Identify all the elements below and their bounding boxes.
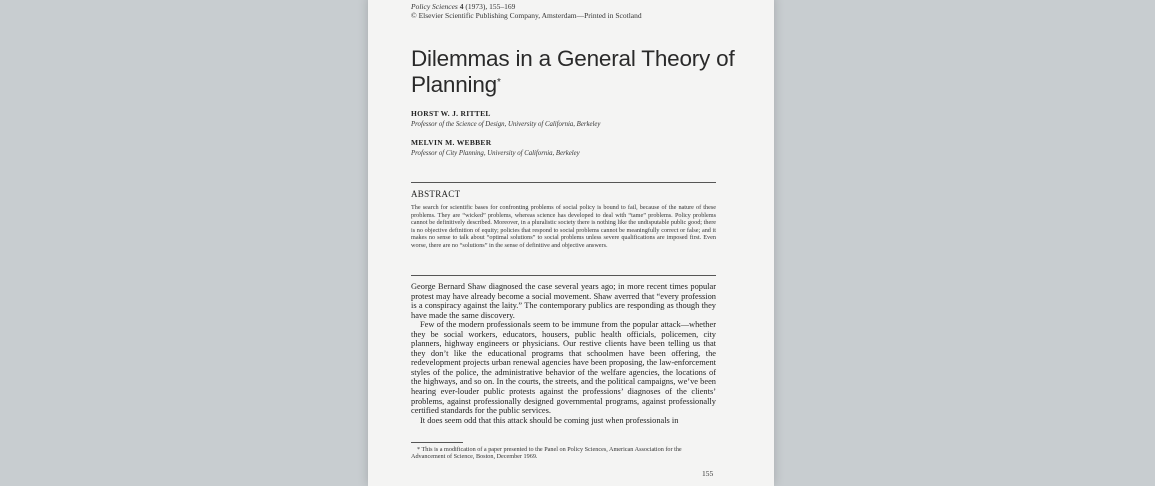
author-affiliation: Professor of the Science of Design, University of California, Berkeley bbox=[411, 121, 601, 128]
abstract-bottom-rule bbox=[411, 275, 716, 276]
page-number: 155 bbox=[702, 469, 714, 478]
author-affiliation: Professor of City Planning, University of California, Berkeley bbox=[411, 150, 580, 157]
body-paragraph: George Bernard Shaw diagnosed the case several years ago; in more recent times popular protest may have already become a social movement. Shaw averred that “every profession is a conspiracy against the laity.” The contemporary publics are responding as though they have made the same discovery. bbox=[411, 282, 716, 320]
abstract-top-rule bbox=[411, 182, 716, 183]
body-paragraph: It does seem odd that this attack should be coming just when professionals in bbox=[420, 415, 679, 425]
paper-title bbox=[411, 46, 741, 98]
abstract-heading: ABSTRACT bbox=[411, 189, 461, 199]
footnote: * This is a modification of a paper presented to the Panel on Policy Sciences, American Association for the Advancement of Science, Boston, December 1969. bbox=[411, 446, 682, 461]
author-name: MELVIN M. WEBBER bbox=[411, 138, 492, 147]
journal-name: Policy Sciences bbox=[411, 2, 458, 11]
abstract-text: The search for scientific bases for confronting problems of social policy is bound to fail, because of the nature of these problems. They are “wicked” problems, whereas science has developed to deal with “tame” problems. Policy problems cannot be definitively described. Moreover, in a pluralistic society there is nothing like the undisputable public good; there is no objective definition of equity; policies that respond to social problems cannot be meaningfully correct or false; and it makes no sense to talk about “optimal solutions” to social problems unless severe qualifications are imposed first. Even worse, there are no “solutions” in the sense of definitive and objective answers. bbox=[411, 204, 716, 249]
title-text: Dilemmas in a General Theory of Planning bbox=[411, 46, 735, 97]
copyright-line: © Elsevier Scientific Publishing Company, Amsterdam—Printed in Scotland bbox=[411, 11, 642, 20]
author-name: HORST W. J. RITTEL bbox=[411, 109, 491, 118]
journal-pages: (1973), 155–169 bbox=[465, 2, 516, 11]
body-paragraph: Few of the modern professionals seem to be immune from the popular attack—whether they be social workers, educators, housers, public health officials, policemen, city planners, highway engineers or physicians. Our restive clients have been telling us that they don’t like the educational programs that schoolmen have been offering, the redevelopment projects urban renewal agencies have been proposing, the law-enforcement styles of the police, the administrative behavior of the welfare agencies, the locations of the highways, and so on. In the courts, the streets, and the political campaigns, we’ve been hearing ever-louder public protests against the professions’ diagnoses of the clients’ problems, against professionally designed governmental programs, against professionally certified standards for the public services. bbox=[411, 320, 716, 416]
title-footnote-marker: * bbox=[496, 77, 501, 88]
body-text bbox=[411, 282, 716, 425]
paper-page bbox=[368, 0, 774, 486]
footnote-rule bbox=[411, 442, 463, 443]
journal-volume: 4 bbox=[459, 2, 464, 11]
journal-citation bbox=[411, 2, 515, 11]
